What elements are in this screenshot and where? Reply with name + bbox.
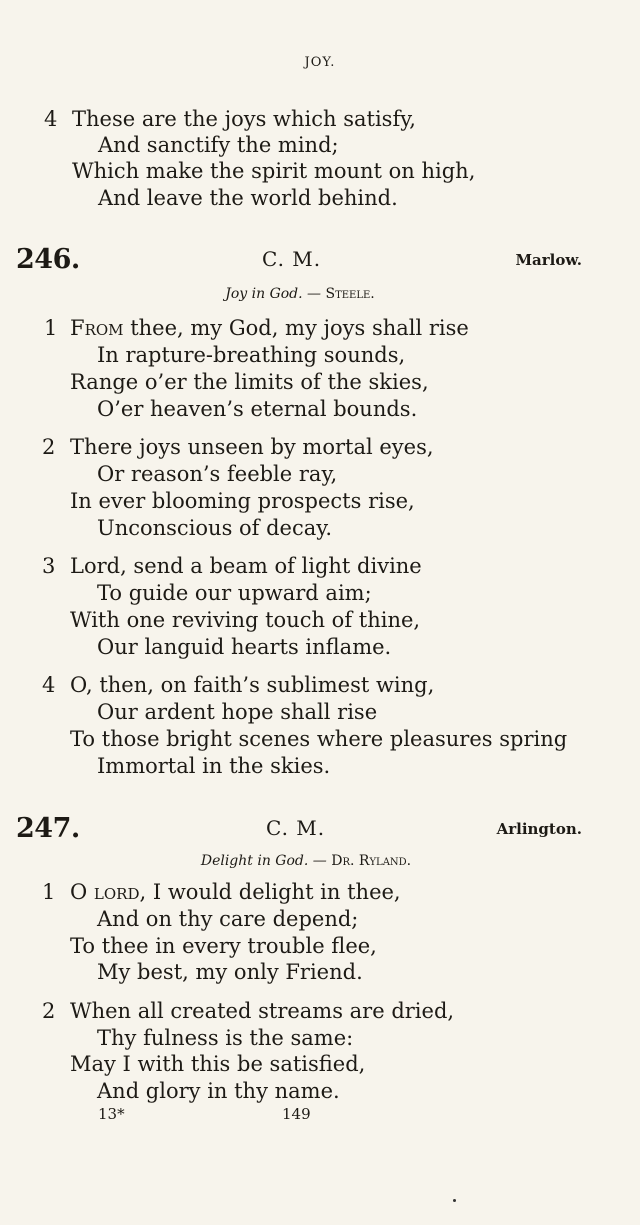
verse-line: Our ardent hope shall rise [97,700,378,724]
tune-name: Arlington. [496,820,582,838]
subtitle-author: Steele. [325,286,375,302]
stanza-number: 1 [44,316,58,340]
verse-line-rest: thee, my God, my joys shall rise [123,316,469,340]
page-number: 149 [282,1105,311,1123]
verse-line: My best, my only Friend. [97,960,363,984]
small-caps-word: lord [93,880,140,904]
stanza-number: 2 [42,435,56,459]
verse-line: And on thy care depend; [97,907,359,931]
hymn-number: 246. [16,244,80,275]
verse-line: These are the joys which satisfy, [72,107,416,131]
tune-name: Marlow. [515,251,582,269]
stanza-number: 4 [44,107,58,131]
verse-line: And leave the world behind. [98,186,398,210]
verse-line: Unconscious of decay. [97,516,333,540]
signature-mark: 13* [98,1105,125,1123]
verse-line: Immortal in the skies. [97,754,331,778]
verse-line: With one reviving touch of thine, [70,608,421,632]
verse-line: O, then, on faith’s sublimest wing, [70,673,435,697]
verse-line: Which make the spirit mount on high, [72,159,476,183]
hymn-meter: C. M. [262,247,322,271]
verse-line [70,318,469,339]
subtitle-title: Joy in God. [225,286,303,302]
verse-line: May I with this be satisfied, [70,1052,366,1076]
verse-line: To guide our upward aim; [97,581,372,605]
verse-line: And sanctify the mind; [98,133,339,157]
hymn-subtitle: Delight in God. — Dr. Ryland. [200,853,412,869]
stanza-number: 3 [42,554,56,578]
stanza-number: 1 [42,880,56,904]
subtitle-author: Dr. Ryland. [331,853,412,869]
verse-line: There joys unseen by mortal eyes, [70,435,434,459]
running-head: JOY. [304,55,336,70]
verse-line: To those bright scenes where pleasures spring [70,727,568,751]
ink-speck [453,1199,456,1202]
first-word: O [70,880,88,904]
hymn-number: 247. [16,813,80,844]
verse-line: Our languid hearts inflame. [97,635,392,659]
verse-line: Thy fulness is the same: [97,1026,354,1050]
hymn-meter: C. M. [266,816,326,840]
verse-line: In rapture-breathing sounds, [97,343,406,367]
stanza-number: 4 [42,673,56,697]
verse-line: In ever blooming prospects rise, [70,489,415,513]
verse-line-rest: , I would delight in thee, [139,880,401,904]
verse-line: Or reason’s feeble ray, [97,462,338,486]
verse-line: And glory in thy name. [97,1079,340,1103]
stanza-number: 2 [42,999,56,1023]
verse-line: O’er heaven’s eternal bounds. [97,397,418,421]
verse-line: When all created streams are dried, [70,999,455,1023]
hymn-subtitle: Joy in God. — Steele. [225,286,375,302]
verse-line: Range o’er the limits of the skies, [70,370,429,394]
verse-line: To thee in every trouble flee, [70,934,377,958]
first-word: From [70,316,124,340]
verse-line: Lord, send a beam of light divine [70,554,422,578]
verse-line [70,882,401,903]
subtitle-title: Delight in God. [200,853,309,869]
